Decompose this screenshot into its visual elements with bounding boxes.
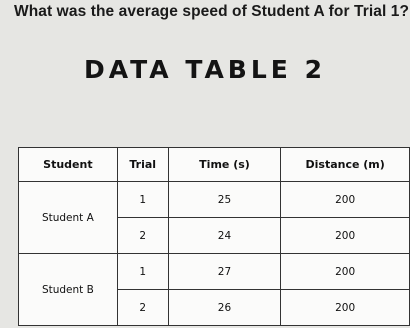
header-student: Student bbox=[19, 148, 118, 182]
student-b-cell: Student B bbox=[19, 254, 118, 326]
time-cell: 24 bbox=[168, 218, 281, 254]
table-header-row bbox=[19, 148, 410, 182]
distance-cell: 200 bbox=[281, 290, 410, 326]
header-time: Time (s) bbox=[168, 148, 281, 182]
trial-cell: 2 bbox=[117, 290, 168, 326]
trial-cell: 2 bbox=[117, 218, 168, 254]
time-cell: 25 bbox=[168, 182, 281, 218]
student-a-cell: Student A bbox=[19, 182, 118, 254]
table-row bbox=[19, 254, 410, 290]
time-cell: 27 bbox=[168, 254, 281, 290]
distance-cell: 200 bbox=[281, 254, 410, 290]
table-title: DATA TABLE 2 bbox=[84, 55, 326, 84]
distance-cell: 200 bbox=[281, 182, 410, 218]
question-text: What was the average speed of Student A for Trial 1? bbox=[14, 3, 410, 20]
header-distance: Distance (m) bbox=[281, 148, 410, 182]
header-trial: Trial bbox=[117, 148, 168, 182]
trial-cell: 1 bbox=[117, 182, 168, 218]
trial-cell: 1 bbox=[117, 254, 168, 290]
time-cell: 26 bbox=[168, 290, 281, 326]
table-row bbox=[19, 182, 410, 218]
data-table bbox=[18, 147, 410, 326]
distance-cell: 200 bbox=[281, 218, 410, 254]
